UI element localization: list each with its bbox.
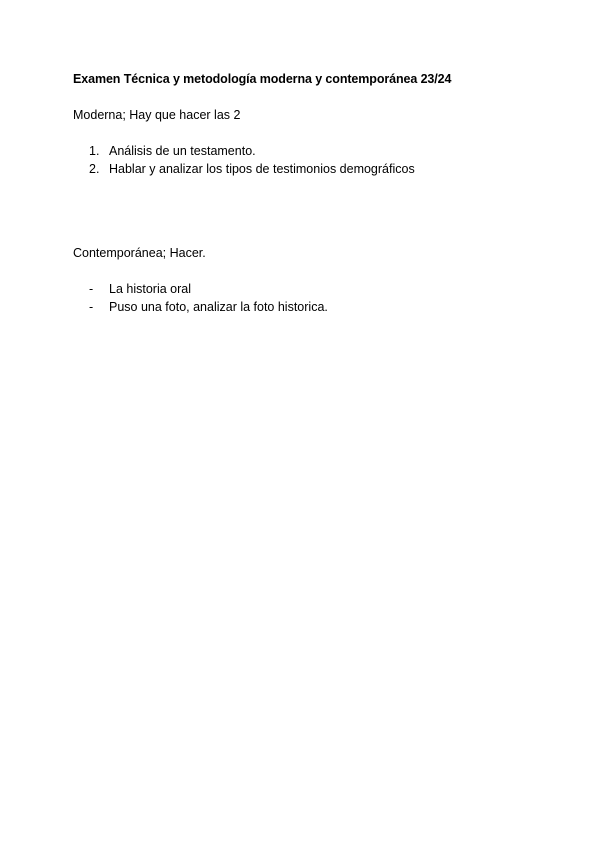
list-marker: 2. bbox=[89, 162, 100, 176]
section-heading-moderna: Moderna; Hay que hacer las 2 bbox=[73, 108, 241, 122]
list-marker: - bbox=[89, 282, 94, 296]
list-marker: 1. bbox=[89, 144, 100, 158]
section-heading-contemporanea: Contemporánea; Hacer. bbox=[73, 246, 206, 260]
list-marker: - bbox=[89, 300, 94, 314]
list-item-text: Hablar y analizar los tipos de testimonios demográficos bbox=[109, 162, 415, 176]
list-item-text: La historia oral bbox=[109, 282, 191, 296]
document-title: Examen Técnica y metodología moderna y contemporánea 23/24 bbox=[73, 72, 452, 86]
list-item-text: Análisis de un testamento. bbox=[109, 144, 256, 158]
list-item-text: Puso una foto, analizar la foto historica. bbox=[109, 300, 328, 314]
